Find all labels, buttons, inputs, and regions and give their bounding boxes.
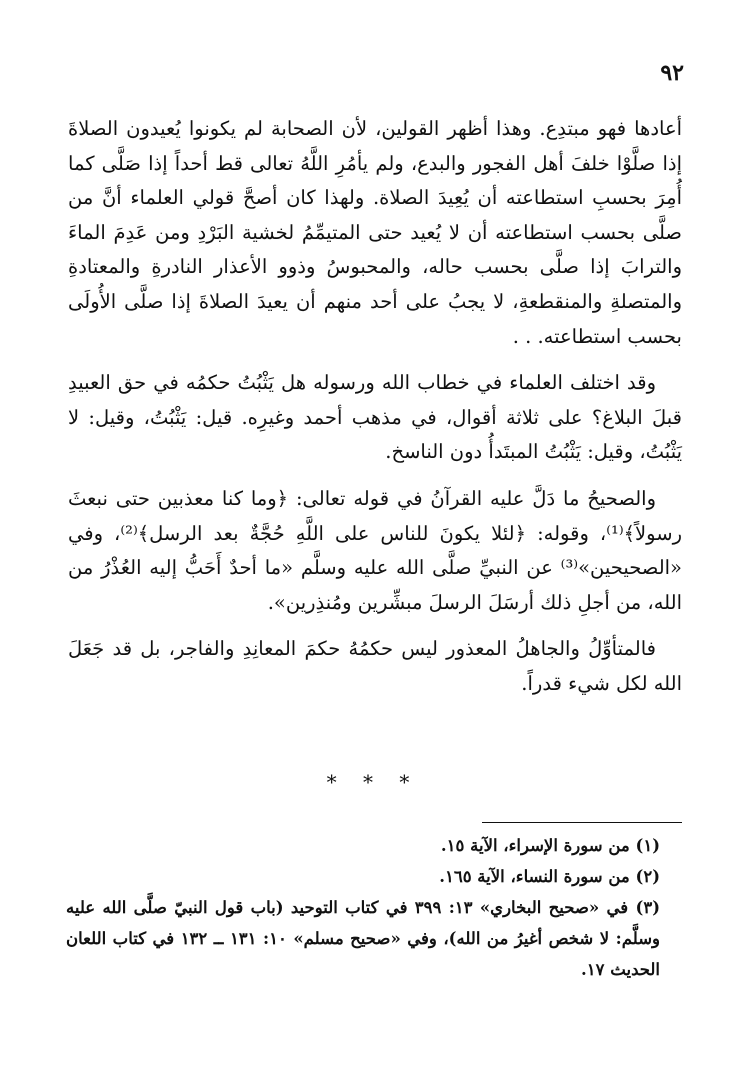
footnote-1: (١) من سورة الإسراء، الآية ١٥.	[440, 836, 660, 855]
paragraph-quran-evidence: والصحيحُ ما دَلَّ عليه القرآنُ في قوله تعالى: ﴿وما كنا معذبين حتى نبعثَ رسولاً﴾⁽¹⁾، وقوله: ﴿لئلا يكونَ للناس على اللَّهِ حُجَّةٌ بعد الرسل﴾⁽²⁾، وفي «الصحيحين»⁽³⁾ عن النبيِّ صلَّى الله عليه وسلَّم «ما أحدٌ أَحَبُّ إليه العُذْرُ من الله، من أجلِ ذلك أرسَلَ الرسلَ مبشِّرين ومُنذِرين».	[68, 486, 682, 614]
section-separator: * * *	[326, 770, 420, 794]
paragraph-continuation: أعادها فهو مبتدِع. وهذا أظهر القولين، لأن الصحابة لم يكونوا يُعيدون الصلاةَ إذا صلَّوْا خلفَ أهل الفجور والبدع، ولم يأمُرِ اللَّهُ تعالى قط أحداً إذا صَلَّى كما أُمِرَ بحسبِ استطاعته أن يُعِيدَ الصلاة. ولهذا كان أصحَّ قولي العلماء أنَّ من صلَّى بحسب استطاعته أن لا يُعيد حتى المتيمِّمُ لخشية البَرْدِ ومن عَدِمَ الماءَ والترابَ إذا صلَّى بحسب حاله، والمحبوسُ وذوو الأعذار النادرةِ والمعتادةِ والمتصلةِ والمنقطعةِ، لا يجبُ على أحد منهم أن يعيدَ الصلاةَ إذا صلَّى الأُولَى بحسب استطاعته. . .	[68, 117, 682, 348]
footnote-3: (٣) في «صحيح البخاري» ١٣: ٣٩٩ في كتاب التوحيد (باب قول النبيّ صلَّى الله عليه وسلَّم: لا شخص أغيرُ من الله)، وفي «صحيح مسلم» ١٠: ١٣١ ــ ١٣٢ في كتاب اللعان الحديث ١٧.	[66, 898, 660, 979]
paragraph-conclusion: فالمتأوِّلُ والجاهلُ المعذور ليس حكمُهُ حكمَ المعانِدِ والفاجر، بل قد جَعَلَ الله لكل شيء قدراً.	[68, 637, 682, 695]
footnote-rule	[482, 822, 682, 823]
paragraph-scholars-dispute: وقد اختلف العلماء في خطاب الله ورسوله هل يَثْبُتُ حكمُه في حق العبيدِ قبلَ البلاغ؟ على ثلاثة أقوال، في مذهب أحمد وغيرِه. قيل: يَثْبُتُ، وقيل: لا يَثْبُتُ، وقيل: يَثْبُتُ المبتَدأُ دون الناسخ.	[68, 371, 682, 464]
footnotes	[66, 830, 682, 985]
footnote-2: (٢) من سورة النساء، الآية ١٦٥.	[439, 867, 660, 886]
main-text	[68, 112, 682, 714]
page-number: ٩٢	[660, 60, 684, 86]
